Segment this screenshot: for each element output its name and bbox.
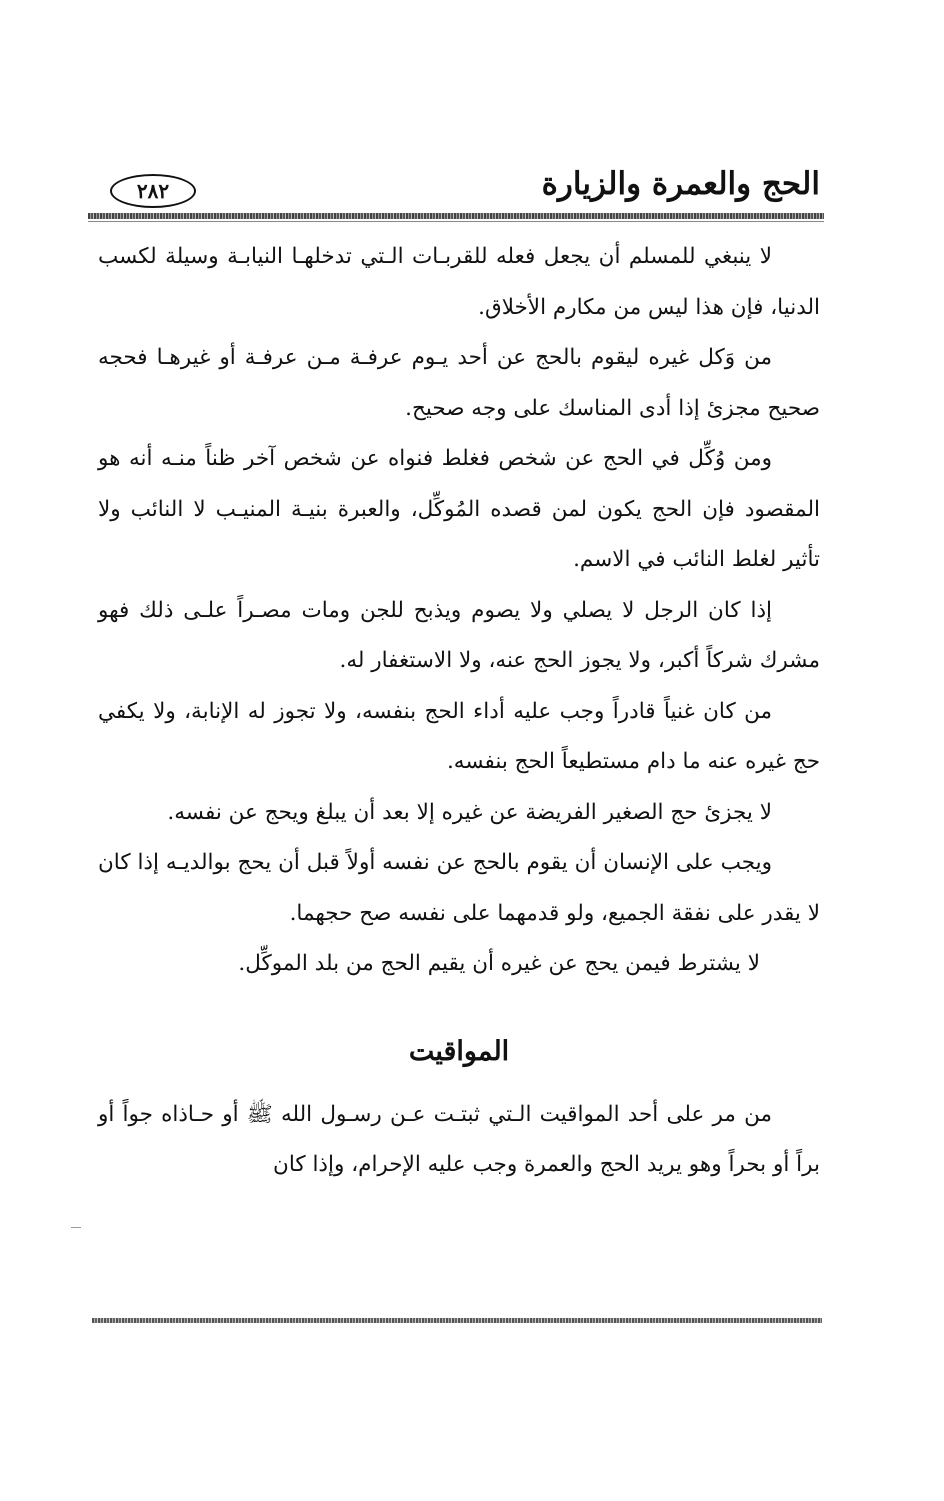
paragraph: من وَكل غيره ليقوم بالحج عن أحد يـوم عرفـة مـن عرفـة أو غيرهـا فحجه صحيح مجزئ إذا أدى المناسك على وجه صحيح. <box>98 345 820 421</box>
paragraph: ويجب على الإنسان أن يقوم بالحج عن نفسه أولاً قبل أن يحج بوالديـه إذا كان لا يقدر على نفقة الجميع، ولو قدمهما على نفسه صح حجهما. <box>98 850 820 926</box>
page-number: ٢٨٢ <box>110 174 196 208</box>
paragraph: ومن وُكِّل في الحج عن شخص فغلط فنواه عن شخص آخر ظناً منـه أنه هو المقصود فإن الحج يكون لمن قصده المُوكِّل، والعبرة بنيـة المنيـب لا النائب ولا تأثير لغلط النائب في الاسم. <box>98 446 820 572</box>
margin-mark <box>71 1227 81 1228</box>
running-title: الحج والعمرة والزيارة <box>541 166 820 202</box>
page-header <box>86 158 826 216</box>
body-text <box>98 232 820 1191</box>
header-divider <box>88 213 824 219</box>
section-paragraph: من مر على أحد المواقيت الـتي ثبتـت عـن رسـول الله ﷺ أو حـاذاه جواً أو براً أو بحراً وهو يريد الحج والعمرة وجب عليه الإحرام، وإذا كان <box>98 1101 820 1177</box>
section-heading: المواقيت <box>408 1035 510 1067</box>
footer-divider <box>92 1318 822 1323</box>
paragraph: لا يجزئ حج الصغير الفريضة عن غيره إلا بعد أن يبلغ ويحج عن نفسه. <box>167 799 772 825</box>
paragraph: لا يشترط فيمن يحج عن غيره أن يقيم الحج من بلد الموكِّل. <box>238 951 760 976</box>
paragraph: لا ينبغي للمسلم أن يجعل فعله للقربـات الـتي تدخلهـا النيابـة وسيلة لكسب الدنيا، فإن هذا ليس من مكارم الأخلاق. <box>98 244 820 320</box>
header-divider-thin <box>88 221 824 222</box>
paragraph: إذا كان الرجل لا يصلي ولا يصوم ويذبح للجن ومات مصـراً علـى ذلك فهو مشرك شركاً أكبر، ولا يجوز الحج عنه، ولا الاستغفار له. <box>98 597 820 673</box>
paragraph: من كان غنياً قادراً وجب عليه أداء الحج بنفسه، ولا تجوز له الإنابة، ولا يكفي حج غيره عنه ما دام مستطيعاً الحج بنفسه. <box>98 698 820 774</box>
